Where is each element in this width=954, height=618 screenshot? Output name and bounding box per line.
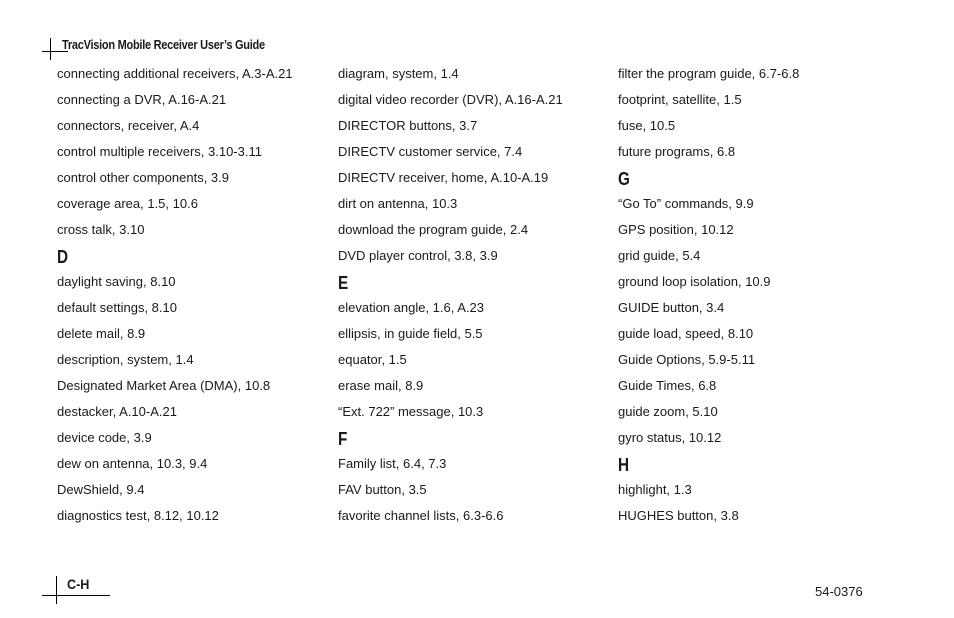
index-entry: “Ext. 722” message, 10.3 <box>338 404 484 419</box>
index-entry: footprint, satellite, 1.5 <box>618 92 742 107</box>
index-entry: filter the program guide, 6.7-6.8 <box>618 66 800 81</box>
index-entry: cross talk, 3.10 <box>57 222 145 237</box>
index-entry: “Go To” commands, 9.9 <box>618 196 754 211</box>
index-entry: highlight, 1.3 <box>618 482 692 497</box>
index-entry: dew on antenna, 10.3, 9.4 <box>57 456 208 471</box>
index-entry: Guide Options, 5.9-5.11 <box>618 352 756 367</box>
index-entry: connectors, receiver, A.4 <box>57 118 200 133</box>
index-entry: guide zoom, 5.10 <box>618 404 718 419</box>
index-entry: download the program guide, 2.4 <box>338 222 529 237</box>
index-entry: GPS position, 10.12 <box>618 222 734 237</box>
index-entry: DIRECTOR buttons, 3.7 <box>338 118 478 133</box>
index-entry: equator, 1.5 <box>338 352 407 367</box>
index-entry: coverage area, 1.5, 10.6 <box>57 196 198 211</box>
index-entry: fuse, 10.5 <box>618 118 676 133</box>
index-entry: control multiple receivers, 3.10-3.11 <box>57 144 262 159</box>
index-entry: Designated Market Area (DMA), 10.8 <box>57 378 271 393</box>
index-entry: device code, 3.9 <box>57 430 152 445</box>
index-entry: GUIDE button, 3.4 <box>618 300 725 315</box>
index-entry: erase mail, 8.9 <box>338 378 424 393</box>
index-entry: future programs, 6.8 <box>618 144 736 159</box>
index-letter-heading: E <box>338 273 349 293</box>
index-entry: destacker, A.10-A.21 <box>57 404 177 419</box>
index-entry: ellipsis, in guide field, 5.5 <box>338 326 483 341</box>
index-column-1 <box>57 65 307 533</box>
index-entry: diagram, system, 1.4 <box>338 66 459 81</box>
index-entry: dirt on antenna, 10.3 <box>338 196 458 211</box>
document-number: 54-0376 <box>815 584 863 599</box>
index-entry: Guide Times, 6.8 <box>618 378 717 393</box>
index-entry: guide load, speed, 8.10 <box>618 326 754 341</box>
crop-mark-bottom-vertical <box>56 576 57 604</box>
index-entry: description, system, 1.4 <box>57 352 194 367</box>
index-entry: DIRECTV customer service, 7.4 <box>338 144 523 159</box>
index-entry: DVD player control, 3.8, 3.9 <box>338 248 498 263</box>
index-entry: elevation angle, 1.6, A.23 <box>338 300 485 315</box>
index-entry: DewShield, 9.4 <box>57 482 145 497</box>
index-entry: favorite channel lists, 6.3-6.6 <box>338 508 504 523</box>
index-letter-heading: H <box>618 455 630 475</box>
index-letter-heading: G <box>618 169 630 189</box>
index-entry: grid guide, 5.4 <box>618 248 701 263</box>
index-entry: connecting additional receivers, A.3-A.21 <box>57 66 293 81</box>
index-entry: digital video recorder (DVR), A.16-A.21 <box>338 92 563 107</box>
index-entry: connecting a DVR, A.16-A.21 <box>57 92 227 107</box>
index-entry: diagnostics test, 8.12, 10.12 <box>57 508 219 523</box>
index-letter-heading: D <box>57 247 69 267</box>
index-entry: ground loop isolation, 10.9 <box>618 274 771 289</box>
index-entry: HUGHES button, 3.8 <box>618 508 739 523</box>
index-entry: default settings, 8.10 <box>57 300 177 315</box>
index-entry: Family list, 6.4, 7.3 <box>338 456 447 471</box>
index-entry: FAV button, 3.5 <box>338 482 427 497</box>
running-header-title: TracVision Mobile Receiver User’s Guide <box>62 38 265 52</box>
index-column-2 <box>338 65 588 533</box>
index-entry: DIRECTV receiver, home, A.10-A.19 <box>338 170 549 185</box>
index-column-3 <box>618 65 868 533</box>
crop-mark-top-vertical <box>50 38 51 60</box>
index-letter-heading: F <box>338 429 348 449</box>
index-entry: daylight saving, 8.10 <box>57 274 176 289</box>
index-entry: gyro status, 10.12 <box>618 430 722 445</box>
index-entry: delete mail, 8.9 <box>57 326 146 341</box>
crop-mark-bottom-horizontal <box>42 595 110 596</box>
index-entry: control other components, 3.9 <box>57 170 229 185</box>
page-number-label: C-H <box>67 576 90 592</box>
